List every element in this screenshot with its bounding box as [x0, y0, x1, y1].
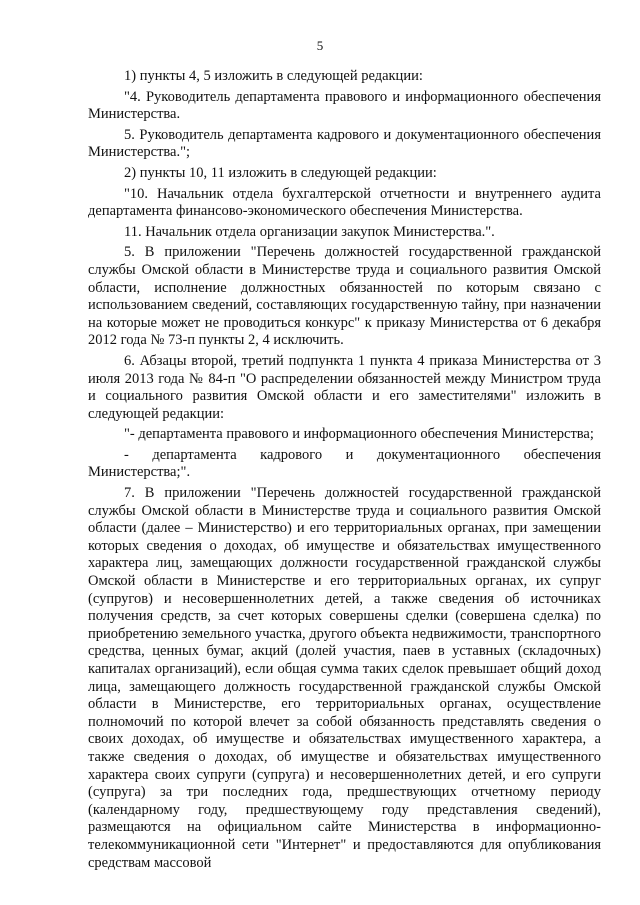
paragraph-4: 2) пункты 10, 11 изложить в следующей редакции:	[124, 164, 437, 181]
paragraph-6: 11. Начальник отдела организации закупок Министерства.".	[124, 223, 495, 240]
paragraph-1: 1) пункты 4, 5 изложить в следующей редакции:	[124, 68, 423, 84]
paragraph-10: - департамента кадрового и документационного обеспечения Министерства;".	[88, 446, 601, 481]
document-body	[88, 68, 601, 872]
paragraph-2: "4. Руководитель департамента правового и информационного обеспечения Министерства.	[88, 88, 601, 123]
page-number: 5	[316, 38, 324, 53]
paragraph-8: 6. Абзацы второй, третий подпункта 1 пункта 4 приказа Министерства от 3 июля 2013 года № 84-п "О распределении обязанностей между Министром труда и социального развития Омской области и его заместителями" изложить в следующей редакции:	[88, 352, 601, 422]
paragraph-7: 5. В приложении "Перечень должностей государственной гражданской службы Омской области в Министерстве труда и социального развития Омской области, исполнение должностных обязанностей по которым связано с использованием сведений, составляющих государственную тайну, при назначении на которые может не проводиться конкурс" к приказу Министерства от 6 декабря 2012 года № 73-п пункты 2, 4 исключить.	[88, 244, 601, 349]
paragraph-3: 5. Руководитель департамента кадрового и документационного обеспечения Министерства.";	[88, 126, 601, 161]
paragraph-5: "10. Начальник отдела бухгалтерской отчетности и внутреннего аудита департамента финансово-экономического обеспечения Министерства.	[88, 185, 601, 220]
paragraph-11: 7. В приложении "Перечень должностей государственной гражданской службы Омской области в Министерстве труда и социального развития Омской области (далее – Министерство) и его территориальных органах, при замещении которых сведения о доходах, об имуществе и обязательствах имущественного характера лиц, замещающих должности государственной гражданской службы Омской области в Министерстве и его территориальных органах, их супруг (супругов) и несовершеннолетних детей, а также сведения об источниках получения средств, за счет которых совершены сделки (совершена сделка) по приобретению земельного участка, другого объекта недвижимости, транспортного средства, ценных бумаг, акций (долей участия, паев в уставных (складочных) капиталах организаций), если общая сумма таких сделок превышает общий доход лица, замещающего должность государственной гражданской службы Омской области в Министерстве, его территориальных органах, осуществление полномочий по которой влечет за собой обязанность представлять сведения о своих доходах, об имуществе и обязательствах имущественного характера, а также сведения о доходах, об имуществе и обязательствах имущественного характера своих супруги (супруга) и несовершеннолетних детей, и его супруги (супруга) за три последних года, предшествующих отчетному периоду (календарному году, предшествующему году представления сведений), размещаются на официальном сайте Министерства в информационно-телекоммуникационной сети "Интернет" и предоставляются для опубликования средствам массовой	[88, 485, 601, 871]
paragraph-9: "- департамента правового и информационного обеспечения Министерства;	[124, 426, 594, 443]
